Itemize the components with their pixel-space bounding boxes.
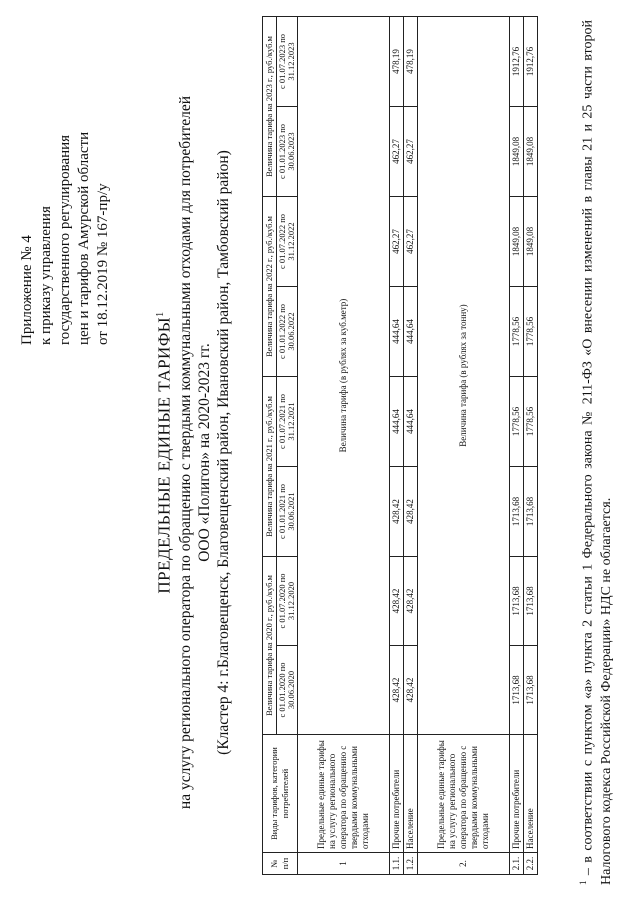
appendix-line: от 18.12.2019 № 167-пр/у (95, 183, 111, 345)
section-row (298, 17, 390, 875)
tariff-cell: 1849,08 (510, 107, 524, 197)
document-title (150, 20, 233, 885)
tariff-cell: 1713,68 (524, 557, 538, 646)
title-subtitle: на услугу регионального оператора по обращению с твердыми коммунальными отходами для потребителей (176, 95, 194, 810)
header-num: № п/п (263, 853, 298, 875)
tariff-cell: 462,27 (404, 107, 418, 197)
tariff-cell: 1778,56 (524, 377, 538, 467)
tariff-table (262, 16, 538, 875)
header-2021: Величина тарифа на 2021 г., руб./куб.м (263, 377, 277, 557)
tariff-cell: 444,64 (390, 377, 404, 467)
period-header: с 01.07.2021 по 31.12.2021 (277, 377, 298, 467)
tariff-cell: 462,27 (404, 197, 418, 287)
tariff-cell: 478,19 (390, 17, 404, 107)
header-2020: Величина тарифа на 2020 г., руб./куб.м (263, 557, 277, 735)
row-num: 1.2. (404, 853, 418, 875)
row-category: Прочие потребители (510, 735, 524, 853)
period-header: с 01.01.2020 по 30.06.2020 (277, 646, 298, 735)
tariff-cell: 1778,56 (510, 287, 524, 377)
appendix-line: государственного регулирования (57, 134, 73, 345)
tariff-cell: 1849,08 (524, 197, 538, 287)
header-2023: Величина тарифа на 2023 г., руб./куб.м (263, 17, 277, 197)
tariff-cell: 462,27 (390, 107, 404, 197)
row-category: Прочие потребители (390, 735, 404, 853)
appendix-block (18, 45, 113, 345)
section-row (418, 17, 510, 875)
section-unit-label: Величина тарифа (в рублях за тонну) (418, 17, 510, 735)
tariff-cell: 1912,76 (510, 17, 524, 107)
table-row (524, 17, 538, 875)
title-main: ПРЕДЕЛЬНЫЕ ЕДИНЫЕ ТАРИФЫ$^1$ (154, 311, 174, 594)
period-header: с 01.01.2021 по 30.06.2021 (277, 467, 298, 557)
period-header: с 01.07.2020 по 31.12.2020 (277, 557, 298, 646)
tariff-cell: 428,42 (390, 646, 404, 735)
header-2022: Величина тарифа на 2022 г., руб./куб.м (263, 197, 277, 377)
title-cluster: (Кластер 4: г.Благовещенск, Благовещенский район, Ивановский район, Тамбовский район) (214, 150, 232, 755)
footnote-text: – в соответствии с пунктом «а» пункта 2 статьи 1 Федерального закона № 211-ФЗ «О внесении изменений в главы 21 и 25 части второй Налогового кодекса Российской Федерации» НДС не облагается. (580, 20, 614, 885)
row-num: 2.2. (524, 853, 538, 875)
footnote-mark: 1 (578, 880, 588, 885)
tariff-cell: 428,42 (390, 467, 404, 557)
tariff-cell: 1713,68 (510, 557, 524, 646)
appendix-line: к приказу управления (38, 206, 54, 345)
tariff-cell: 1778,56 (524, 287, 538, 377)
row-num: 1.1. (390, 853, 404, 875)
tariff-cell: 462,27 (390, 197, 404, 287)
tariff-cell: 1912,76 (524, 17, 538, 107)
table-row (404, 17, 418, 875)
period-header: с 01.01.2023 по 30.06.2023 (277, 107, 298, 197)
period-header: с 01.07.2022 по 31.12.2022 (277, 197, 298, 287)
tariff-cell: 444,64 (404, 287, 418, 377)
section-num: 2. (418, 853, 510, 875)
section-num: 1 (298, 853, 390, 875)
row-num: 2.1. (510, 853, 524, 875)
row-category: Население (404, 735, 418, 853)
table-header-row (263, 17, 277, 875)
tariff-cell: 428,42 (404, 467, 418, 557)
period-header: с 01.07.2023 по 31.12.2023 (277, 17, 298, 107)
tariff-cell: 1713,68 (524, 467, 538, 557)
tariff-cell: 1849,08 (524, 107, 538, 197)
tariff-cell: 1713,68 (524, 646, 538, 735)
table-row (390, 17, 404, 875)
appendix-line: цен и тарифов Амурской области (76, 131, 92, 345)
tariff-cell: 478,19 (404, 17, 418, 107)
tariff-cell: 1778,56 (510, 377, 524, 467)
row-category: Население (524, 735, 538, 853)
section-description: Предельные единые тарифы на услугу регионального оператора по обращению с твердыми коммунальными отходами (298, 735, 390, 853)
tariff-cell: 428,42 (390, 557, 404, 646)
section-description: Предельные единые тарифы на услугу регионального оператора по обращению с твердыми коммунальными отходами (418, 735, 510, 853)
tariff-cell: 1713,68 (510, 646, 524, 735)
tariff-cell: 444,64 (404, 377, 418, 467)
title-company: ООО «Полигон» на 2020-2023 гг. (195, 343, 213, 562)
section-unit-label: Величина тарифа (в рублях за куб.метр) (298, 17, 390, 735)
header-kind: Виды тарифов, категории потребителей (263, 735, 298, 853)
tariff-cell: 428,42 (404, 557, 418, 646)
appendix-line: Приложение № 4 (19, 235, 35, 345)
tariff-cell: 444,64 (390, 287, 404, 377)
tariff-cell: 428,42 (404, 646, 418, 735)
footnote-mark: 1 (155, 311, 166, 317)
tariff-cell: 1849,08 (510, 197, 524, 287)
table-row (510, 17, 524, 875)
period-header: с 01.01.2022 по 30.06.2022 (277, 287, 298, 377)
footnote (574, 20, 616, 885)
tariff-cell: 1713,68 (510, 467, 524, 557)
